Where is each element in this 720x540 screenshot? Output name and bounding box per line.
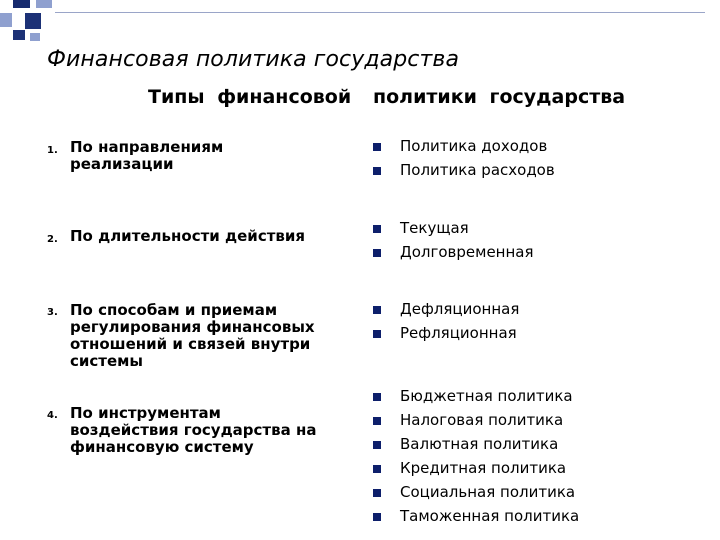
bullet-text: Кредитная политика [400, 459, 567, 477]
square-bullet-icon [373, 249, 381, 257]
decor-square [13, 30, 25, 40]
subtitle-right: политики государства [373, 86, 626, 108]
bullet-text: Долговременная [400, 243, 534, 261]
item-number: 1. [47, 145, 58, 156]
item-text: По направлениям реализации [70, 138, 224, 173]
item-number: 2. [47, 234, 58, 245]
bullet-text: Рефляционная [400, 324, 517, 342]
bullet-text: Дефляционная [400, 300, 520, 318]
item-number: 4. [47, 410, 58, 421]
square-bullet-icon [373, 306, 381, 314]
title-divider [55, 12, 705, 13]
item-text: По длительности действия [70, 227, 306, 245]
item-text: По способам и приемам регулирования финансовых отношений и связей внутри системы [70, 301, 315, 370]
decor-square [13, 0, 30, 8]
bullet-text: Таможенная политика [400, 507, 580, 525]
square-bullet-icon [373, 143, 381, 151]
slide-title: Финансовая политика государства [47, 47, 460, 72]
bullet-text: Политика расходов [400, 161, 555, 179]
decor-square [30, 33, 40, 41]
decor-square [36, 0, 52, 8]
subtitle-left: Типы финансовой [148, 86, 352, 108]
bullet-text: Налоговая политика [400, 411, 564, 429]
square-bullet-icon [373, 393, 381, 401]
item-text: По инструментам воздействия государства на финансовую систему [70, 404, 317, 456]
square-bullet-icon [373, 513, 381, 521]
bullet-text: Политика доходов [400, 137, 548, 155]
bullet-text: Валютная политика [400, 435, 559, 453]
square-bullet-icon [373, 167, 381, 175]
decor-square [25, 13, 41, 29]
square-bullet-icon [373, 225, 381, 233]
decor-square [0, 13, 12, 27]
bullet-text: Бюджетная политика [400, 387, 573, 405]
bullet-text: Социальная политика [400, 483, 576, 501]
square-bullet-icon [373, 441, 381, 449]
square-bullet-icon [373, 417, 381, 425]
square-bullet-icon [373, 330, 381, 338]
square-bullet-icon [373, 489, 381, 497]
square-bullet-icon [373, 465, 381, 473]
item-number: 3. [47, 307, 58, 318]
bullet-text: Текущая [400, 219, 469, 237]
